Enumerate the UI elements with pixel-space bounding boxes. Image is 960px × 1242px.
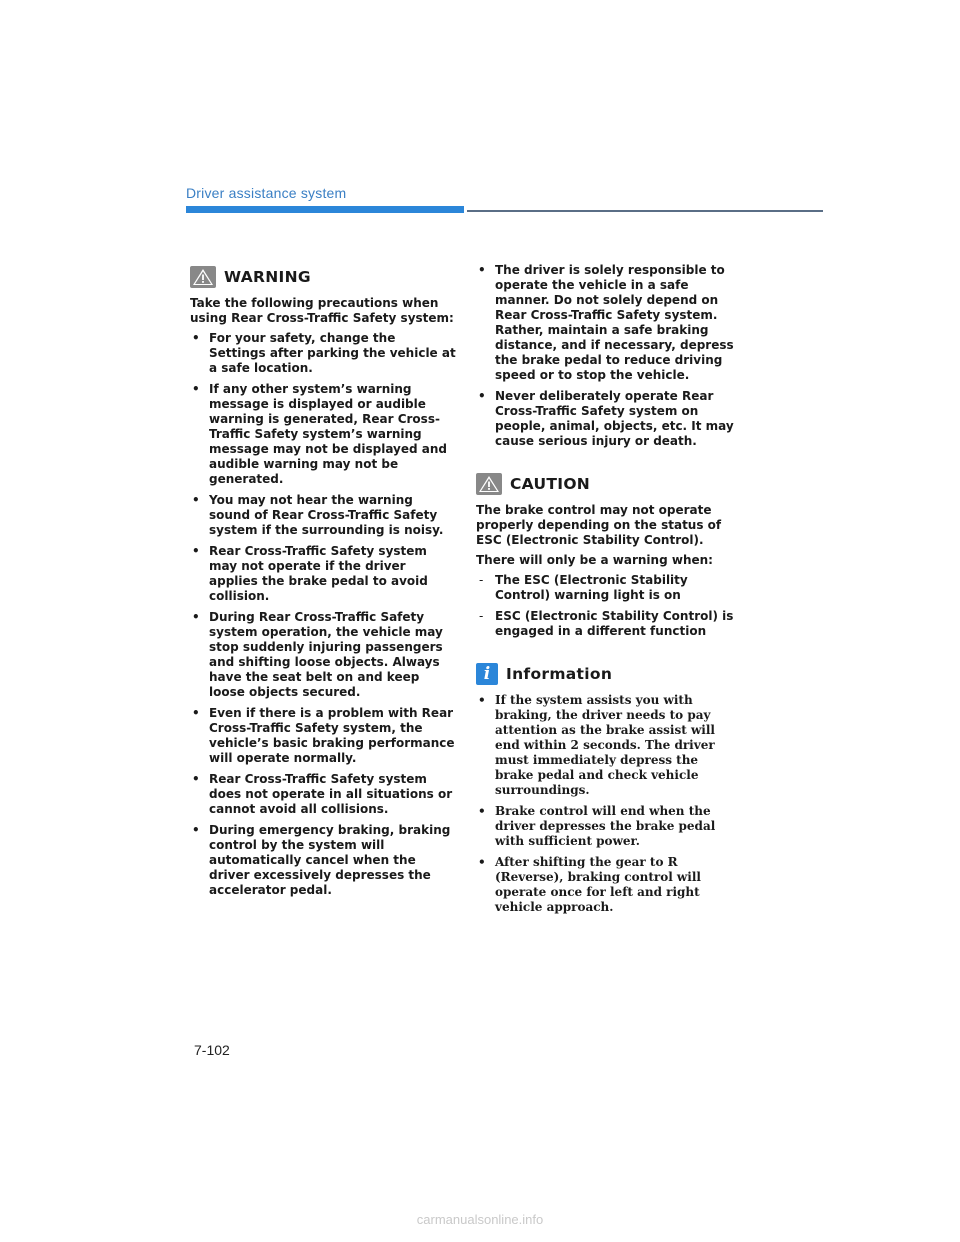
section-title: Driver assistance system (186, 185, 347, 201)
warning-heading (190, 266, 456, 288)
warning-triangle-icon (190, 266, 216, 288)
info-icon: i (476, 663, 498, 685)
list-item: - The ESC (Electronic Stability Control) warning light is on (479, 573, 688, 602)
caution-list (476, 573, 738, 639)
header-rule (467, 210, 823, 212)
list-item: • Rear Cross-Traffic Safety system may not operate if the driver applies the brake pedal to avoid collision. (192, 544, 428, 603)
caution-triangle-icon (476, 473, 502, 495)
list-item: • Never deliberately operate Rear Cross-Traffic Safety system on people, animal, objects, etc. It may cause serious injury or death. (478, 389, 734, 448)
warning-list (190, 331, 456, 898)
list-item: • During emergency braking, braking control by the system will automatically cancel when the driver excessively depresses the accelerator pedal. (192, 823, 451, 897)
warning-title: WARNING (224, 268, 311, 286)
caution-paragraph: There will only be a warning when: (476, 553, 713, 567)
page-number: 7-102 (194, 1042, 230, 1058)
list-item: • You may not hear the warning sound of Rear Cross-Traffic Safety system if the surrounding is noisy. (192, 493, 444, 537)
list-item: • If the system assists you with braking, the driver needs to pay attention as the brake assist will end within 2 seconds. The driver must immediately depress the brake pedal and check vehicle surroundings. (478, 693, 715, 797)
list-item: • If any other system’s warning message is displayed or audible warning is generated, Rear Cross-Traffic Safety system’s warning message may not be displayed and audible warning may not be generated. (192, 382, 448, 486)
warning-list-continued (476, 263, 738, 449)
caution-title: CAUTION (510, 475, 591, 493)
list-item: • Even if there is a problem with Rear Cross-Traffic Safety system, the vehicle’s basic braking performance will operate normally. (192, 706, 455, 765)
list-item: • Rear Cross-Traffic Safety system does not operate in all situations or cannot avoid all collisions. (192, 772, 453, 816)
list-item: • Brake control will end when the driver depresses the brake pedal with sufficient power. (478, 804, 716, 848)
information-title: Information (506, 665, 613, 683)
warning-intro: Take the following precautions when using Rear Cross-Traffic Safety system: (190, 296, 454, 325)
caution-paragraph: The brake control may not operate properly depending on the status of ESC (Electronic Stability Control). (476, 503, 722, 547)
information-heading (476, 663, 738, 685)
caution-heading (476, 473, 738, 495)
list-item: • For your safety, change the Settings after parking the vehicle at a safe location. (192, 331, 456, 375)
list-item: • During Rear Cross-Traffic Safety system operation, the vehicle may stop suddenly injuring passengers and shifting loose objects. Always have the seat belt on and keep loose objects secured. (192, 610, 443, 699)
right-column (476, 263, 738, 921)
list-item: • After shifting the gear to R (Reverse), braking control will operate once for left and right vehicle approach. (478, 855, 701, 914)
list-item: • The driver is solely responsible to operate the vehicle in a safe manner. Do not solely depend on Rear Cross-Traffic Safety system. Rather, maintain a safe braking distance, and if necessary, depress the brake pedal to reduce driving speed or to stop the vehicle. (478, 263, 734, 382)
watermark: carmanualsonline.info (416, 1212, 544, 1227)
information-list (476, 693, 738, 915)
list-item: - ESC (Electronic Stability Control) is engaged in a different function (479, 609, 734, 638)
left-column (190, 266, 456, 904)
header-accent-bar (186, 206, 464, 213)
